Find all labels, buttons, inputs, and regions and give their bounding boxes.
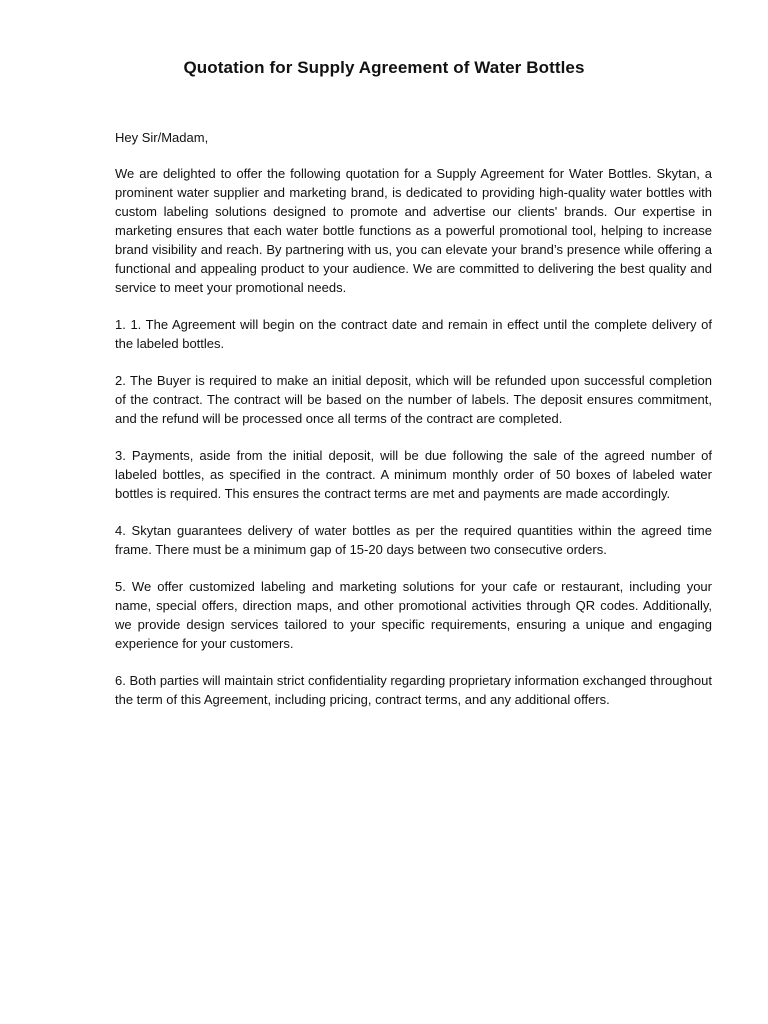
intro-paragraph: We are delighted to offer the following quotation for a Supply Agreement for Water Bottles. Skytan, a prominent water supplier and marketing brand, is dedicated to providing high-quality water bottles with custom labeling solutions designed to promote and advertise our clients' brands. Our expertise in marketing ensures that each water bottle functions as a powerful promotional tool, helping to increase brand visibility and reach. By partnering with us, you can elevate your brand’s presence while offering a functional and appealing product to your audience. We are committed to delivering the best quality and service to meet your promotional needs. [115, 166, 712, 295]
document-body [115, 128, 712, 727]
clause-5: 5. We offer customized labeling and marketing solutions for your cafe or restaurant, including your name, special offers, direction maps, and other promotional activities through QR codes. Additionally, we provide design services tailored to your specific requirements, ensuring a unique and engaging experience for your customers. [115, 579, 712, 651]
clause-1: 1. 1. The Agreement will begin on the contract date and remain in effect until the complete delivery of the labeled bottles. [115, 317, 712, 351]
clause-4: 4. Skytan guarantees delivery of water bottles as per the required quantities within the agreed time frame. There must be a minimum gap of 15-20 days between two consecutive orders. [115, 523, 712, 557]
greeting: Hey Sir/Madam, [115, 130, 209, 145]
clause-6: 6. Both parties will maintain strict confidentiality regarding proprietary information exchanged throughout the term of this Agreement, including pricing, contract terms, and any additional offers. [115, 673, 712, 707]
document-title: Quotation for Supply Agreement of Water Bottles [183, 58, 585, 77]
clause-3: 3. Payments, aside from the initial deposit, will be due following the sale of the agreed number of labeled bottles, as specified in the contract. A minimum monthly order of 50 boxes of labeled water bottles is required. This ensures the contract terms are met and payments are made accordingly. [115, 448, 712, 501]
clause-2: 2. The Buyer is required to make an initial deposit, which will be refunded upon successful completion of the contract. The contract will be based on the number of labels. The deposit ensures commitment, and the refund will be processed once all terms of the contract are completed. [115, 373, 712, 426]
